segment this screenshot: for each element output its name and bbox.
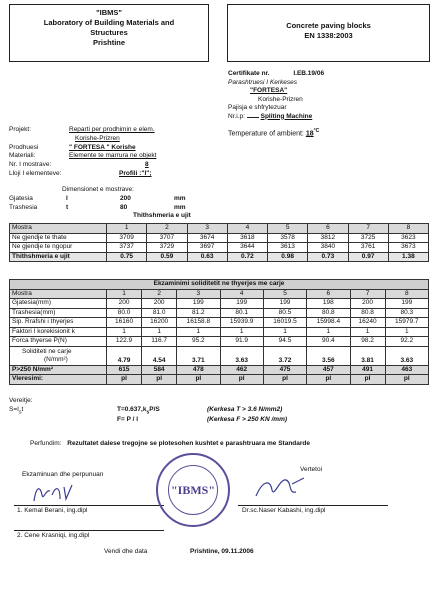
- table-cell: 463: [385, 365, 428, 375]
- conclusion-label: Perfundim:: [30, 440, 62, 447]
- project-city: Korishe-Prizren: [75, 134, 120, 142]
- table-cell: 3613: [268, 243, 308, 253]
- conclusion: [30, 440, 310, 447]
- lab-name-line1: Laboratory of Building Materials and: [43, 18, 175, 27]
- client-city: Korishe-Prizren: [258, 95, 303, 103]
- table-cell: 16240: [350, 318, 385, 328]
- table-cell: 1.38: [388, 252, 428, 262]
- table-cell: pl: [220, 375, 263, 385]
- column-header: Mostra: [10, 289, 107, 299]
- table-row: [10, 318, 429, 328]
- column-header: 5: [263, 289, 306, 299]
- table-row: [10, 243, 429, 253]
- table-cell: pl: [263, 375, 306, 385]
- signature-1: [30, 481, 80, 505]
- table-cell: 3812: [308, 233, 348, 243]
- formula-lhs-t: t: [21, 405, 24, 413]
- table-cell: 462: [220, 365, 263, 375]
- table-cell: 3674: [187, 233, 227, 243]
- material-label: Materiali:: [9, 152, 36, 160]
- thickness-unit: mm: [174, 203, 186, 211]
- samples-label: Nr. I mostrave:: [9, 161, 52, 169]
- samples-value: 8: [145, 161, 149, 169]
- machine-name: Spliting Machine: [260, 112, 313, 120]
- table-cell: 15998.4: [307, 318, 350, 328]
- column-header: 7: [350, 289, 385, 299]
- row-label: Forca thyerse P(N): [10, 337, 107, 347]
- table-cell: 0.72: [227, 252, 267, 262]
- conclusion-text: Rezultatet dalese tregojne se plotesohen kushtet e parashtruara me Standarde: [67, 440, 310, 447]
- absorption-title: Thithshmeria e ujit: [133, 212, 191, 219]
- table-cell: 200: [142, 299, 177, 309]
- table-cell: 91.9: [220, 337, 263, 347]
- table-cell: 1: [142, 327, 177, 337]
- table-cell: 1: [350, 327, 385, 337]
- table-row: [10, 365, 429, 375]
- thickness-symbol: t: [66, 203, 69, 211]
- formula-lhs: S=I: [9, 405, 19, 413]
- column-header: Mostra: [10, 224, 107, 234]
- table-cell: 0.97: [348, 252, 388, 262]
- row-label: Gjatesia(mm): [10, 299, 107, 309]
- place-date: Prishtine, 09.11.2006: [190, 548, 254, 555]
- ibms-stamp: [156, 453, 230, 527]
- table-cell: 16200: [142, 318, 177, 328]
- signature-line-3: [14, 530, 164, 531]
- table-cell: 3709: [107, 233, 147, 243]
- table-cell: 3578: [268, 233, 308, 243]
- formula-lhs-sub: s: [18, 408, 22, 415]
- table-cell: 457: [307, 365, 350, 375]
- table-cell: 81.0: [142, 308, 177, 318]
- table-cell: 3697: [187, 243, 227, 253]
- table-cell: 15979.7: [385, 318, 428, 328]
- table-cell: 3623: [388, 233, 428, 243]
- column-header: 8: [385, 289, 428, 299]
- table-cell: 81.2: [177, 308, 220, 318]
- producer-label: Prodhuesi: [9, 143, 39, 151]
- table-cell: pl: [307, 375, 350, 385]
- column-header: 2: [142, 289, 177, 299]
- table-cell: 94.5: [263, 337, 306, 347]
- table-cell: 478: [177, 365, 220, 375]
- row-label: Trashesia(mm): [10, 308, 107, 318]
- equipment-label: Pajisja e shfrytezuar: [228, 104, 287, 111]
- formula-note1: (Kerkesa T > 3.6 N/mm2): [207, 405, 283, 413]
- formula-eq2: F= P / l: [117, 416, 139, 424]
- person-2: 2. Cene Krasniqi, ing.dipl: [17, 532, 90, 539]
- table-cell: 0.98: [268, 252, 308, 262]
- formula-title: Vereitje:: [9, 397, 33, 404]
- column-header: 8: [388, 224, 428, 234]
- table-cell: pl: [177, 375, 220, 385]
- material-value: Elemente te marrura ne objekt: [69, 152, 157, 160]
- table-cell: pl: [142, 375, 177, 385]
- column-header: 4: [227, 224, 267, 234]
- table-cell: 3761: [348, 243, 388, 253]
- length-symbol: l: [66, 195, 68, 202]
- table-cell: 3.63: [220, 346, 263, 365]
- table-cell: 0.73: [308, 252, 348, 262]
- person-1: 1. Kemal Berani, ing.dipl: [17, 507, 88, 514]
- table-cell: 615: [107, 365, 142, 375]
- table-cell: 491: [350, 365, 385, 375]
- table-cell: 0.63: [187, 252, 227, 262]
- dimensions-block: [62, 186, 134, 195]
- table-row: [10, 299, 429, 309]
- type-label: Lloji I elementeve:: [9, 169, 62, 177]
- table-cell: 80.3: [385, 308, 428, 318]
- table-cell: 3840: [308, 243, 348, 253]
- thickness-label: Trashesia: [9, 203, 38, 211]
- table-cell: 116.7: [142, 337, 177, 347]
- table-cell: 3737: [107, 243, 147, 253]
- signature-line-1: [14, 505, 164, 506]
- formula-block: [9, 397, 429, 425]
- column-header: 5: [268, 224, 308, 234]
- standard-code: EN 1338:2003: [304, 31, 353, 40]
- table-cell: 80.8: [350, 308, 385, 318]
- table-cell: 1: [263, 327, 306, 337]
- ambient-unit: °C: [313, 128, 320, 134]
- column-header: 3: [177, 289, 220, 299]
- table-cell: 80.8: [307, 308, 350, 318]
- ambient-label: Temperature of ambient:: [228, 130, 304, 138]
- table-cell: 16158.8: [177, 318, 220, 328]
- table-cell: 3.56: [307, 346, 350, 365]
- table-cell: 475: [263, 365, 306, 375]
- dims-values: [9, 195, 191, 221]
- table-cell: 95.2: [177, 337, 220, 347]
- signature-line-2: [238, 505, 388, 506]
- table-cell: 198: [307, 299, 350, 309]
- standard-header: [227, 4, 430, 62]
- table-row: [10, 337, 429, 347]
- table-cell: 199: [385, 299, 428, 309]
- column-header: 1: [107, 289, 142, 299]
- table-cell: 80.5: [263, 308, 306, 318]
- table-cell: 0.59: [147, 252, 187, 262]
- formula-eq1-sub: s: [146, 408, 150, 415]
- project-label: Projekt:: [9, 126, 32, 133]
- lab-header: [9, 4, 209, 62]
- absorption-table: [9, 223, 429, 262]
- product-name: Concrete paving blocks: [286, 21, 371, 30]
- table-row: [10, 233, 429, 243]
- table-cell: 1: [107, 327, 142, 337]
- table-cell: 90.4: [307, 337, 350, 347]
- producer-value: " FORTESA " Korishe: [69, 143, 136, 151]
- table-cell: 0.75: [107, 252, 147, 262]
- cert-number: I.EB.19/06: [293, 70, 325, 77]
- certificate-block: [228, 70, 428, 139]
- cert-label: Certifikate nr.: [228, 70, 270, 77]
- table-row: [10, 346, 429, 365]
- formula-note2: (Kerkesa F > 250 KN /mm): [207, 416, 288, 424]
- table-cell: 4.54: [142, 346, 177, 365]
- table-cell: 200: [350, 299, 385, 309]
- thickness-value: 80: [120, 203, 128, 211]
- row-label: Sip. Rrafshi i thyerjes: [10, 318, 107, 328]
- place-label: Vendi dhe data: [104, 548, 148, 555]
- stamp-text: "IBMS": [171, 483, 215, 497]
- dims-title: Dimensionet e mostrave:: [62, 186, 134, 193]
- table-cell: 3.63: [385, 346, 428, 365]
- table-cell: 92.2: [385, 337, 428, 347]
- lab-acronym: "IBMS": [96, 8, 122, 17]
- table-cell: 3729: [147, 243, 187, 253]
- table-cell: 3.72: [263, 346, 306, 365]
- row-label: Ne gjendje te ngopur: [10, 243, 107, 253]
- table-cell: 3673: [388, 243, 428, 253]
- lab-name-line2: Structures: [90, 28, 128, 37]
- table-cell: 1: [177, 327, 220, 337]
- table-cell: 16019.5: [263, 318, 306, 328]
- table-cell: 3725: [348, 233, 388, 243]
- project-value: Reparti per prodhimin e elem.: [69, 126, 155, 133]
- table-cell: 80.1: [220, 308, 263, 318]
- table-cell: 199: [220, 299, 263, 309]
- ambient-value: 18: [305, 130, 314, 138]
- table-row: [10, 252, 429, 262]
- verified-label: Vertetoi: [300, 466, 323, 473]
- client-name: "FORTESA": [250, 87, 288, 94]
- column-header: 4: [220, 289, 263, 299]
- length-unit: mm: [174, 195, 186, 202]
- row-label: Thithshmeria e ujit: [10, 252, 107, 262]
- project-info: [9, 126, 156, 179]
- table-cell: 4.79: [107, 346, 142, 365]
- column-header: 1: [107, 224, 147, 234]
- table-cell: 199: [263, 299, 306, 309]
- table-cell: 1: [307, 327, 350, 337]
- column-header: 6: [307, 289, 350, 299]
- table-cell: 1: [385, 327, 428, 337]
- row-label: Ne gjendje te thate: [10, 233, 107, 243]
- formula-eq1: T=0.637,k: [117, 405, 147, 413]
- length-label: Gjatesia: [9, 195, 33, 202]
- table-cell: 122.9: [107, 337, 142, 347]
- column-header: 3: [187, 224, 227, 234]
- verifier-name: Dr.sc.Naser Kabashi, ing.dipl: [242, 507, 326, 514]
- table-cell: 98.2: [350, 337, 385, 347]
- type-value: Profili :"I";: [119, 169, 152, 177]
- table-cell: pl: [385, 375, 428, 385]
- table-cell: 200: [107, 299, 142, 309]
- column-header: 7: [348, 224, 388, 234]
- table-row: [10, 308, 429, 318]
- length-value: 200: [120, 195, 131, 202]
- lab-city: Prishtine: [92, 38, 126, 47]
- client-label: Parashtruesi I Kerkeses: [228, 78, 298, 86]
- table-cell: 80.0: [107, 308, 142, 318]
- table-cell: 1: [220, 327, 263, 337]
- table-cell: 584: [142, 365, 177, 375]
- table-cell: 3707: [147, 233, 187, 243]
- table-row: [10, 327, 429, 337]
- row-label: P>250 N/mm²: [10, 365, 107, 375]
- row-label: Vleresimi:: [10, 375, 107, 385]
- table-cell: 15939.9: [220, 318, 263, 328]
- table-cell: 3618: [227, 233, 267, 243]
- examined-label: Ekzaminuan dhe perpunuan: [22, 471, 104, 478]
- strength-table-title: Ekzaminimi soliditetit ne thyerjes me carje: [10, 280, 429, 290]
- np-label: Nr.i.p:: [228, 112, 245, 120]
- table-row: [10, 375, 429, 385]
- formula-eq1-rest: P/S: [149, 405, 160, 413]
- column-header: 6: [308, 224, 348, 234]
- table-cell: 3.81: [350, 346, 385, 365]
- table-cell: 16160: [107, 318, 142, 328]
- row-label: Faktori I korekisionit k: [10, 327, 107, 337]
- table-cell: 199: [177, 299, 220, 309]
- column-header: 2: [147, 224, 187, 234]
- row-label: Soliditeti ne carje (N/mm²): [10, 346, 107, 365]
- signature-2: [252, 472, 308, 502]
- table-cell: 3644: [227, 243, 267, 253]
- strength-table: [9, 279, 429, 385]
- table-cell: pl: [350, 375, 385, 385]
- table-cell: 3.71: [177, 346, 220, 365]
- table-cell: pl: [107, 375, 142, 385]
